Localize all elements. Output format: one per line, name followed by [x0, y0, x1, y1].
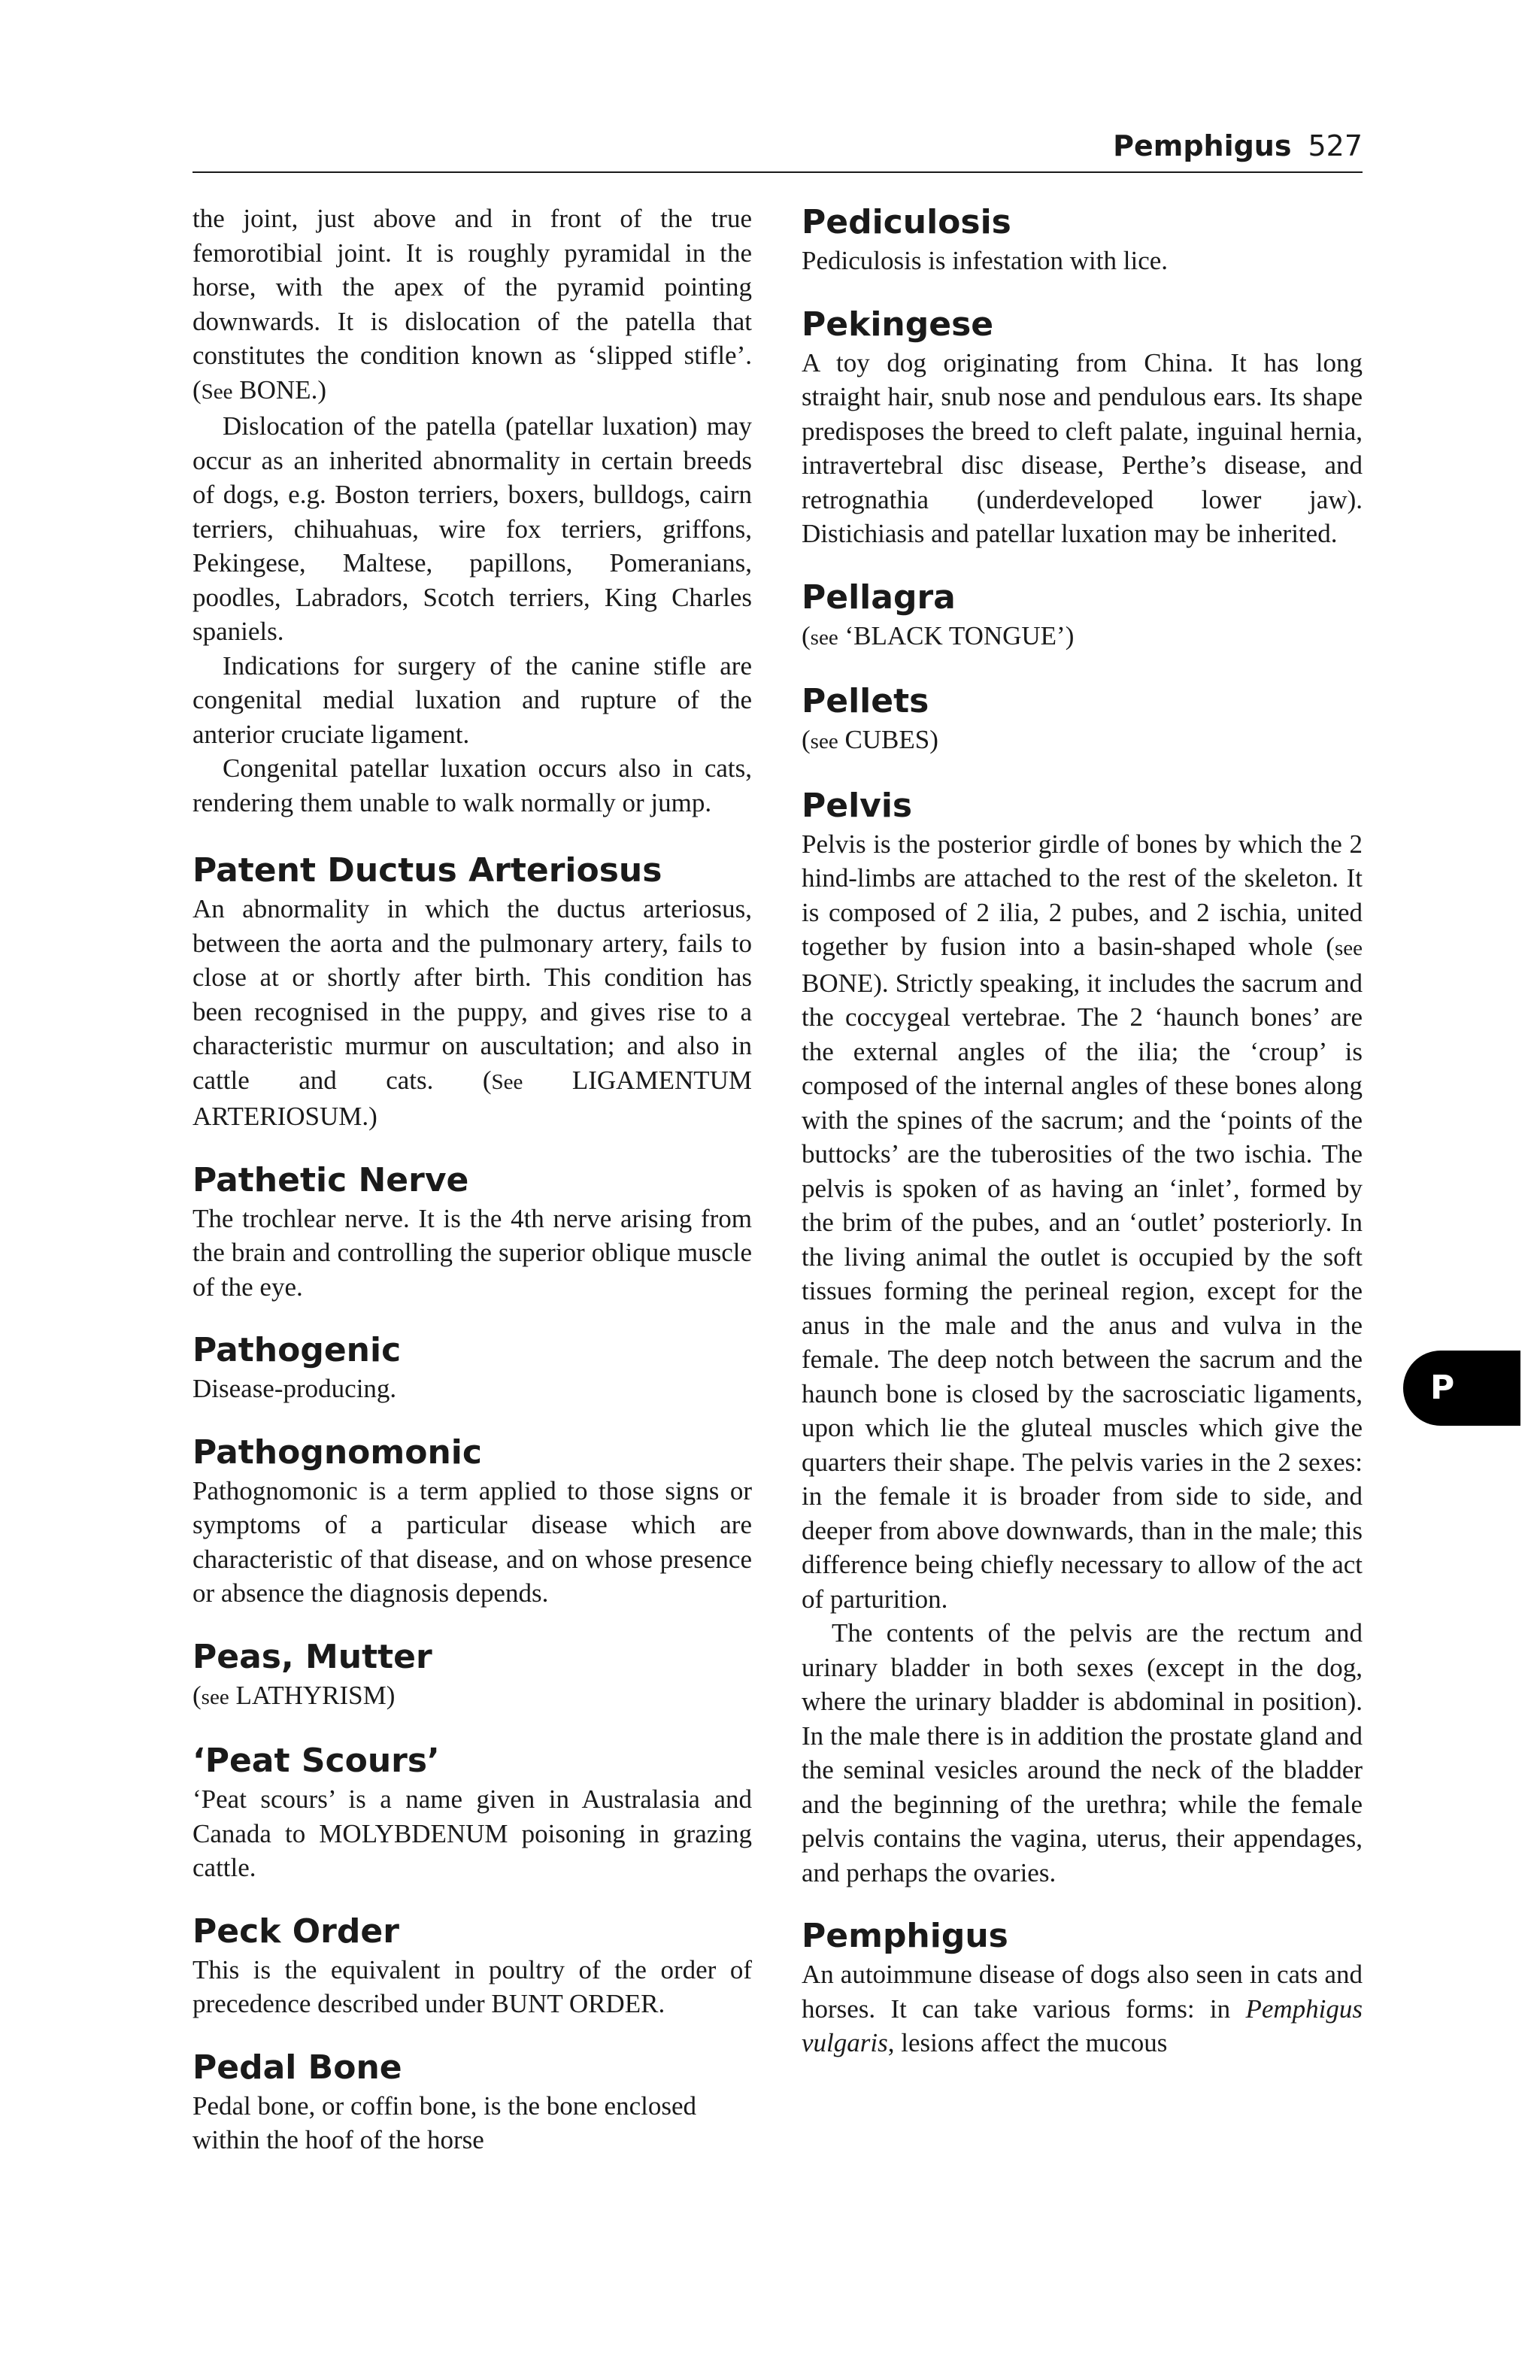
paragraph [192, 202, 752, 409]
paragraph: Pedal bone, or coffin bone, is the bone enclosed within the hoof of the horse [192, 2090, 697, 2154]
entry-heading: Peas, Mutter [192, 1637, 432, 1676]
entry-heading: Pekingese [802, 305, 994, 344]
entry-heading: Pathognomonic [192, 1433, 482, 1472]
cross-reference: ‘BLACK TONGUE’ [844, 620, 1066, 650]
running-title: Pemphigus [1113, 129, 1292, 162]
entry-heading: Pellagra [802, 578, 956, 617]
cross-reference: LIGAMENTUM ARTERIOSUM [192, 1065, 752, 1131]
see-label: see [810, 625, 838, 650]
paragraph: The contents of the pelvis are the rectum and urinary bladder in both sexes (except in the dog, where the urinary bladder is abdominal in position). In the male there is in addition the prostate gland and the seminal vesicles around the neck of the bladder and the beginning of the urethra; while the female pelvis contains the vagina, uterus, their appendages, and perhaps the ovaries. [802, 1618, 1363, 1887]
see-label: see [810, 729, 838, 753]
see-label: see [1334, 936, 1363, 960]
continued-entry [192, 202, 752, 820]
paragraph: Dislocation of the patella (patellar luxation) may occur as an inherited abnormality in certain breeds of dogs, e.g. Boston terriers, boxers, bulldogs, cairn terriers, chihuahuas, wire fox terriers, griffons, Pekingese, Maltese, papillons, Pomeranians, poodles, Labradors, Scotch terriers, King Charles spaniels. [192, 411, 752, 646]
page-number: 527 [1308, 129, 1363, 162]
entry-heading: Peck Order [192, 1912, 399, 1951]
entry-pemphigus [802, 1915, 1363, 2060]
text: An autoimmune disease of dogs also seen in cats and horses. It can take various forms: in [802, 1960, 1363, 2024]
cross-reference: MOLYBDENUM [319, 1818, 508, 1848]
entry-peas-mutter [192, 1636, 752, 1715]
text: This is the equivalent in poultry of the order of precedence described under [192, 1954, 752, 2018]
text: , lesions affect the mucous [887, 2028, 1168, 2057]
entry-pediculosis [802, 202, 1363, 278]
cross-reference: BONE [802, 968, 874, 998]
running-header [192, 128, 1363, 173]
entry-pellagra [802, 577, 1363, 656]
paragraph: Indications for surgery of the canine stifle are congenital medial luxation and rupture of the anterior cruciate ligament. [192, 650, 752, 749]
paragraph [802, 1957, 1363, 2060]
paragraph: (see CUBES) [802, 725, 938, 754]
paragraph: Pathognomonic is a term applied to those signs or symptoms of a particular disease which are characteristic of that disease, and on whose presence or absence the diagnosis depends. [192, 1475, 752, 1608]
section-thumb-tab [1403, 1351, 1520, 1426]
entry-patent-ductus-arteriosus [192, 850, 752, 1134]
see-label: see [201, 1684, 229, 1709]
header-text [1113, 128, 1363, 164]
see-label: See [491, 1069, 523, 1094]
paragraph [192, 1782, 752, 1885]
entry-heading: ‘Peat Scours’ [192, 1742, 440, 1780]
entry-pathogenic [192, 1329, 752, 1406]
text: ). Strictly speaking, it includes the sacrum and the coccygeal vertebrae. The 2 ‘haunch bones’ are the external angles of the ilia; the ‘croup’ is composed of the internal angles of these bones along with the spines of the sacrum; and the ‘points of the buttocks’ are the tuberosities of the two ischia. The pelvis is spoken of as having an ‘inlet’, formed by the brim of the pubes, and an ‘outlet’ posteriorly. In the living animal the outlet is occupied by the soft tissues forming the perineal region, except for the anus in the male and the anus and vulva in the female. The deep notch between the sacrum and the haunch bone is closed by the sacrosciatic ligaments, upon which lie the gluteal muscles which give the quarters their shape. The pelvis varies in the 2 sexes: in the female it is broader from side to side, and deeper from above downwards, than in the male; this difference being chiefly necessary to allow of the act of parturition. [802, 968, 1363, 1614]
paragraph [192, 892, 752, 1134]
text: .) [311, 374, 326, 405]
entry-pathetic-nerve [192, 1160, 752, 1305]
entry-heading: Pathogenic [192, 1331, 402, 1369]
text: the joint, just above and in front of the true femorotibial joint. It is roughly pyramidal in the horse, with the apex of the pyramid pointing downwards. It is dislocation of the patella that constitutes the condition known as ‘slipped stifle’. ( [192, 204, 752, 405]
entry-heading: Patent Ductus Arteriosus [192, 851, 662, 890]
right-column [802, 202, 1363, 2060]
text: Pelvis is the posterior girdle of bones by which the 2 hind-limbs are attached to the rest of the skeleton. It is composed of 2 ilia, 2 pubes, and 2 ischia, united together by fusion into a basin-shaped whole ( [802, 829, 1363, 961]
paragraph: (see LATHYRISM) [192, 1680, 396, 1710]
text: . [658, 1989, 665, 2018]
entry-heading: Pelvis [802, 786, 913, 825]
paragraph: (see ‘BLACK TONGUE’) [802, 620, 1075, 650]
paragraph: A toy dog originating from China. It has long straight hair, snub nose and pendulous ears. Its shape predisposes the breed to cleft palate, inguinal hernia, intravertebral disc disease, Perthe’s disease, and retrognathia (underdeveloped lower jaw). Distichiasis and patellar luxation may be inherited. [802, 347, 1363, 548]
cross-reference: BONE [239, 374, 311, 405]
entry-heading: Pediculosis [802, 203, 1011, 241]
entry-peck-order [192, 1911, 752, 2021]
italic-term: Pemphigus vulgaris [802, 1993, 1363, 2057]
paragraph [192, 1953, 752, 2021]
thumb-tab-letter: P [1430, 1369, 1455, 1407]
cross-reference: BUNT ORDER [491, 1989, 659, 2018]
text: An abnormality in which the ductus arteriosus, between the aorta and the pulmonary artery, fails to close at or shortly after birth. This condition has been recognised in the puppy, and gives rise to a characteristic murmur on auscultation; and also in cattle and cats. ( [192, 894, 752, 1095]
entry-pekingese [802, 304, 1363, 551]
entry-heading: Pedal Bone [192, 2048, 402, 2087]
paragraph: Pediculosis is infestation with lice. [802, 246, 1169, 275]
text: ‘Peat scours’ is a name given in Australasia and Canada to [192, 1784, 752, 1848]
paragraph [802, 827, 1363, 1617]
text: poisoning in grazing cattle. [192, 1818, 752, 1882]
entry-pedal-bone [192, 2047, 752, 2157]
entry-heading: Pemphigus [802, 1917, 1008, 1955]
cross-reference: CUBES [844, 725, 930, 754]
entry-heading: Pellets [802, 682, 929, 720]
text: .) [362, 1102, 377, 1131]
paragraph: Disease-producing. [192, 1374, 397, 1403]
left-column [192, 202, 752, 2157]
cross-reference: LATHYRISM [235, 1680, 387, 1710]
paragraph: The trochlear nerve. It is the 4th nerve arising from the brain and controlling the superior oblique muscle of the eye. [192, 1203, 752, 1302]
entry-heading: Pathetic Nerve [192, 1160, 469, 1199]
entry-pellets [802, 681, 1363, 759]
see-label: See [201, 379, 233, 404]
entry-pelvis [802, 785, 1363, 1890]
entry-pathognomonic [192, 1432, 752, 1611]
paragraph: Congenital patellar luxation occurs also in cats, rendering them unable to walk normally or jump. [192, 753, 752, 817]
entry-peat-scours [192, 1740, 752, 1885]
